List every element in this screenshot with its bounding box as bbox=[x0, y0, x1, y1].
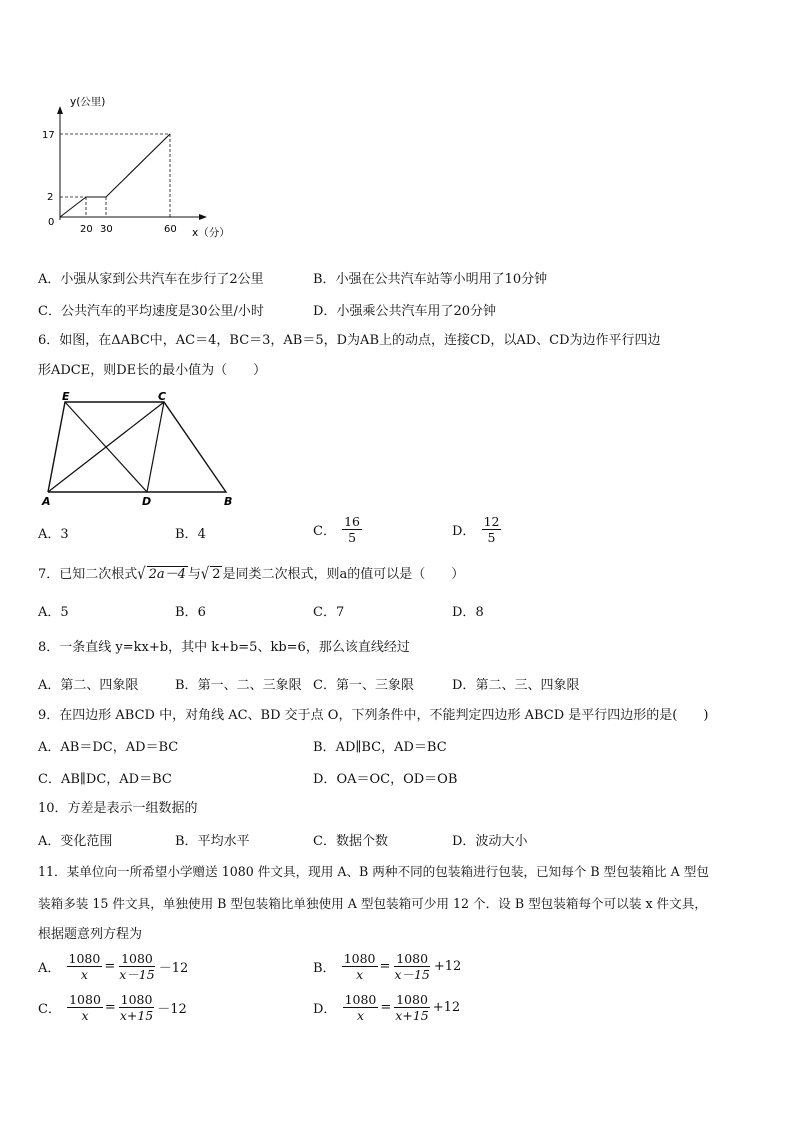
fraction-denominator: x bbox=[356, 1008, 365, 1023]
fraction bbox=[343, 992, 379, 1023]
q7-option-c[interactable] bbox=[313, 601, 344, 620]
q6-option-d[interactable] bbox=[452, 514, 503, 545]
fraction-numerator: 1080 bbox=[343, 951, 376, 966]
q11-stem-line3 bbox=[38, 924, 142, 946]
q6-stem-line1 bbox=[38, 330, 661, 352]
q6-option-b[interactable] bbox=[175, 523, 206, 542]
graph-x-arrow bbox=[199, 214, 207, 220]
fraction bbox=[67, 951, 103, 982]
option-text: AB∥DC，AD＝BC bbox=[60, 772, 172, 787]
graph-y-axis-label: y(公里) bbox=[70, 96, 106, 108]
option-letter: C． bbox=[313, 834, 336, 849]
option-text: 7 bbox=[335, 605, 345, 620]
q5-option-c[interactable] bbox=[38, 300, 264, 319]
fraction-numerator: 1080 bbox=[121, 951, 153, 966]
graph-y-arrow bbox=[57, 106, 63, 114]
option-text: 3 bbox=[60, 527, 69, 542]
option-text: 第一、三象限 bbox=[335, 678, 414, 693]
q7-stem bbox=[38, 564, 464, 586]
fraction-denominator: x+15 bbox=[395, 1008, 429, 1023]
question-text: 是同类二次根式，则a的值可以是（ ） bbox=[222, 567, 465, 582]
question-number: 7． bbox=[38, 567, 60, 582]
option-text: 公共汽车的平均速度是30公里/小时 bbox=[60, 304, 264, 319]
figure-outline bbox=[48, 402, 226, 492]
option-letter: C． bbox=[38, 772, 61, 787]
option-letter: A． bbox=[38, 527, 61, 542]
graph-tick-20: 20 bbox=[80, 224, 93, 235]
figure-label-d: D bbox=[142, 495, 152, 508]
option-text: 8 bbox=[475, 605, 484, 620]
fraction-denominator: x bbox=[81, 1008, 89, 1023]
question-number: 6． bbox=[38, 333, 60, 348]
question-text: 装箱多装 15 件文具，单独使用 B 型包装箱比单独使用 A 型包装箱可少用 12 个．设 B 型包装箱每个可以装 x 件文具， bbox=[38, 896, 707, 911]
option-text: 第一、二、三象限 bbox=[197, 678, 302, 693]
q10-option-d[interactable] bbox=[452, 830, 527, 849]
option-letter: B． bbox=[313, 740, 336, 755]
option-letter: A． bbox=[38, 740, 61, 755]
q7-option-d[interactable] bbox=[452, 601, 484, 620]
q5-option-a[interactable] bbox=[38, 268, 264, 287]
fraction-denominator: x+15 bbox=[119, 1008, 154, 1023]
option-letter: D． bbox=[313, 772, 337, 787]
option-text: 4 bbox=[197, 527, 206, 542]
fraction-numerator: 1080 bbox=[68, 951, 101, 966]
equals-sign: = bbox=[104, 959, 116, 974]
figure-segment-cd bbox=[147, 402, 164, 492]
q6-option-a[interactable] bbox=[38, 523, 69, 542]
graph-tick-2: 2 bbox=[47, 192, 54, 203]
fraction bbox=[342, 951, 378, 982]
fraction-numerator: 1080 bbox=[69, 992, 101, 1007]
option-letter: A． bbox=[38, 834, 61, 849]
fraction-numerator: 12 bbox=[483, 514, 500, 529]
q9-option-d[interactable] bbox=[313, 768, 457, 787]
equals-sign: = bbox=[104, 1000, 116, 1015]
option-text: AB＝DC，AD＝BC bbox=[60, 740, 179, 755]
q5-option-b[interactable] bbox=[313, 268, 547, 287]
q8-option-c[interactable] bbox=[313, 674, 414, 693]
q7-option-a[interactable] bbox=[38, 601, 69, 620]
option-letter: A． bbox=[38, 961, 61, 976]
expression-tail: －12 bbox=[158, 961, 189, 976]
expression-tail: +12 bbox=[433, 959, 462, 974]
fraction bbox=[118, 992, 155, 1023]
option-text: 第二、四象限 bbox=[60, 678, 139, 693]
fraction-numerator: 1080 bbox=[396, 951, 429, 966]
q5-option-d[interactable] bbox=[313, 300, 496, 319]
fraction bbox=[482, 514, 502, 545]
option-text: 第二、三、四象限 bbox=[475, 678, 580, 693]
radicand: 2 bbox=[212, 567, 221, 582]
parallelogram-figure bbox=[38, 390, 248, 510]
option-letter: B． bbox=[175, 834, 198, 849]
option-letter: D． bbox=[452, 834, 476, 849]
question-text: 10．方差是表示一组数据的 bbox=[38, 801, 198, 816]
figure-label-a: A bbox=[42, 495, 51, 508]
option-letter: B． bbox=[313, 961, 336, 976]
option-letter: B． bbox=[175, 678, 198, 693]
graph-tick-30: 30 bbox=[100, 224, 113, 235]
figure-label-e: E bbox=[62, 390, 70, 403]
q10-option-b[interactable] bbox=[175, 830, 250, 849]
fraction-denominator: x bbox=[356, 967, 364, 982]
q6-stem-line2 bbox=[38, 360, 266, 382]
fraction bbox=[342, 514, 362, 545]
q10-option-c[interactable] bbox=[313, 830, 388, 849]
figure-label-b: B bbox=[224, 495, 233, 508]
q11-stem-line1 bbox=[38, 861, 709, 883]
fraction bbox=[67, 992, 103, 1023]
figure-label-c: C bbox=[158, 390, 167, 403]
option-text: 波动大小 bbox=[475, 834, 528, 849]
equals-sign: = bbox=[379, 959, 391, 974]
q9-option-c[interactable] bbox=[38, 768, 172, 787]
option-letter: D． bbox=[452, 524, 476, 539]
sqrt-icon: √ bbox=[200, 565, 210, 584]
question-text: 根据题意列方程为 bbox=[38, 927, 143, 942]
q9-option-a[interactable] bbox=[38, 736, 178, 755]
q8-option-b[interactable] bbox=[175, 674, 302, 693]
option-text: 变化范围 bbox=[60, 834, 113, 849]
question-text: 形ADCE，则DE长的最小值为（ ） bbox=[38, 363, 267, 378]
q9-stem bbox=[38, 705, 708, 727]
radicand: 2a－4 bbox=[148, 567, 186, 582]
fraction-numerator: 1080 bbox=[344, 992, 377, 1007]
q10-option-a[interactable] bbox=[38, 830, 112, 849]
option-text: 数据个数 bbox=[335, 834, 388, 849]
q11-option-b[interactable] bbox=[313, 951, 461, 982]
fraction-denominator: x－15 bbox=[394, 967, 430, 982]
fraction-numerator: 16 bbox=[344, 514, 360, 529]
fraction-denominator: x bbox=[80, 967, 88, 982]
option-letter: C． bbox=[313, 678, 336, 693]
distance-time-graph bbox=[30, 92, 250, 252]
option-text: AD∥BC，AD＝BC bbox=[335, 740, 447, 755]
option-text: 平均水平 bbox=[197, 834, 250, 849]
graph-line bbox=[60, 134, 170, 217]
q8-option-d[interactable] bbox=[452, 674, 579, 693]
expression-tail: +12 bbox=[432, 1000, 461, 1015]
fraction-numerator: 1080 bbox=[396, 992, 428, 1007]
option-text: 小强从家到公共汽车在步行了2公里 bbox=[60, 272, 264, 287]
q9-option-b[interactable] bbox=[313, 736, 447, 755]
option-letter: C． bbox=[38, 1002, 61, 1017]
sqrt-icon: √ bbox=[137, 565, 146, 584]
option-text: 小强在公共汽车站等小明用了10分钟 bbox=[335, 272, 548, 287]
fraction bbox=[117, 951, 156, 982]
option-letter: B． bbox=[313, 272, 336, 287]
q11-option-a[interactable] bbox=[38, 951, 188, 982]
option-letter: A． bbox=[38, 272, 61, 287]
option-letter: D． bbox=[452, 605, 476, 620]
option-letter: B． bbox=[175, 605, 198, 620]
fraction-denominator: 5 bbox=[487, 530, 496, 545]
question-text: 9．在四边形 ABCD 中，对角线 AC、BD 交于点 O，下列条件中，不能判定四边形 ABCD 是平行四边形的是( ) bbox=[38, 708, 709, 723]
question-text: 如图，在ΔABC中，AC＝4，BC＝3，AB＝5，D为AB上的动点，连接CD，以AD、CD为边作平行四边 bbox=[59, 333, 661, 348]
option-letter: A． bbox=[38, 605, 61, 620]
option-letter: C． bbox=[313, 605, 336, 620]
graph-tick-17: 17 bbox=[42, 130, 55, 141]
question-text: 已知二次根式 bbox=[59, 567, 138, 582]
q11-option-c[interactable] bbox=[38, 992, 187, 1023]
q8-option-a[interactable] bbox=[38, 674, 138, 693]
graph-tick-0: 0 bbox=[48, 217, 55, 228]
option-letter: D． bbox=[313, 304, 337, 319]
question-text: 8．一条直线 y=kx+b，其中 k+b=5、kb=6，那么该直线经过 bbox=[38, 640, 410, 655]
q10-stem bbox=[38, 798, 198, 820]
option-letter: D． bbox=[313, 1002, 337, 1017]
option-letter: B． bbox=[175, 527, 198, 542]
question-text: 与 bbox=[187, 567, 201, 582]
option-text: 小强乘公共汽车用了20分钟 bbox=[336, 304, 496, 319]
q8-stem bbox=[38, 637, 410, 659]
option-letter: C． bbox=[38, 304, 61, 319]
fraction-denominator: 5 bbox=[348, 530, 357, 545]
q6-option-c[interactable] bbox=[313, 514, 364, 545]
fraction bbox=[393, 992, 430, 1023]
fraction bbox=[392, 951, 431, 982]
q11-option-d[interactable] bbox=[313, 992, 460, 1023]
figure-segment-ed bbox=[65, 402, 147, 492]
option-text: 5 bbox=[60, 605, 69, 620]
graph-x-axis-label: x（分） bbox=[192, 227, 230, 239]
q7-option-b[interactable] bbox=[175, 601, 206, 620]
expression-tail: －12 bbox=[157, 1002, 187, 1017]
fraction-denominator: x－15 bbox=[119, 967, 155, 982]
option-letter: D． bbox=[452, 678, 476, 693]
option-text: 6 bbox=[197, 605, 206, 620]
question-text: 11．某单位向一所希望小学赠送 1080 件文具，现用 A、B 两种不同的包装箱进行包装，已知每个 B 型包装箱比 A 型包 bbox=[38, 864, 709, 879]
q11-stem-line2 bbox=[38, 893, 707, 915]
graph-tick-60: 60 bbox=[164, 224, 177, 235]
option-text: OA＝OC，OD＝OB bbox=[336, 772, 458, 787]
fraction-numerator: 1080 bbox=[120, 992, 153, 1007]
option-letter: A． bbox=[38, 678, 61, 693]
option-letter: C． bbox=[313, 524, 336, 539]
equals-sign: = bbox=[380, 1000, 392, 1015]
